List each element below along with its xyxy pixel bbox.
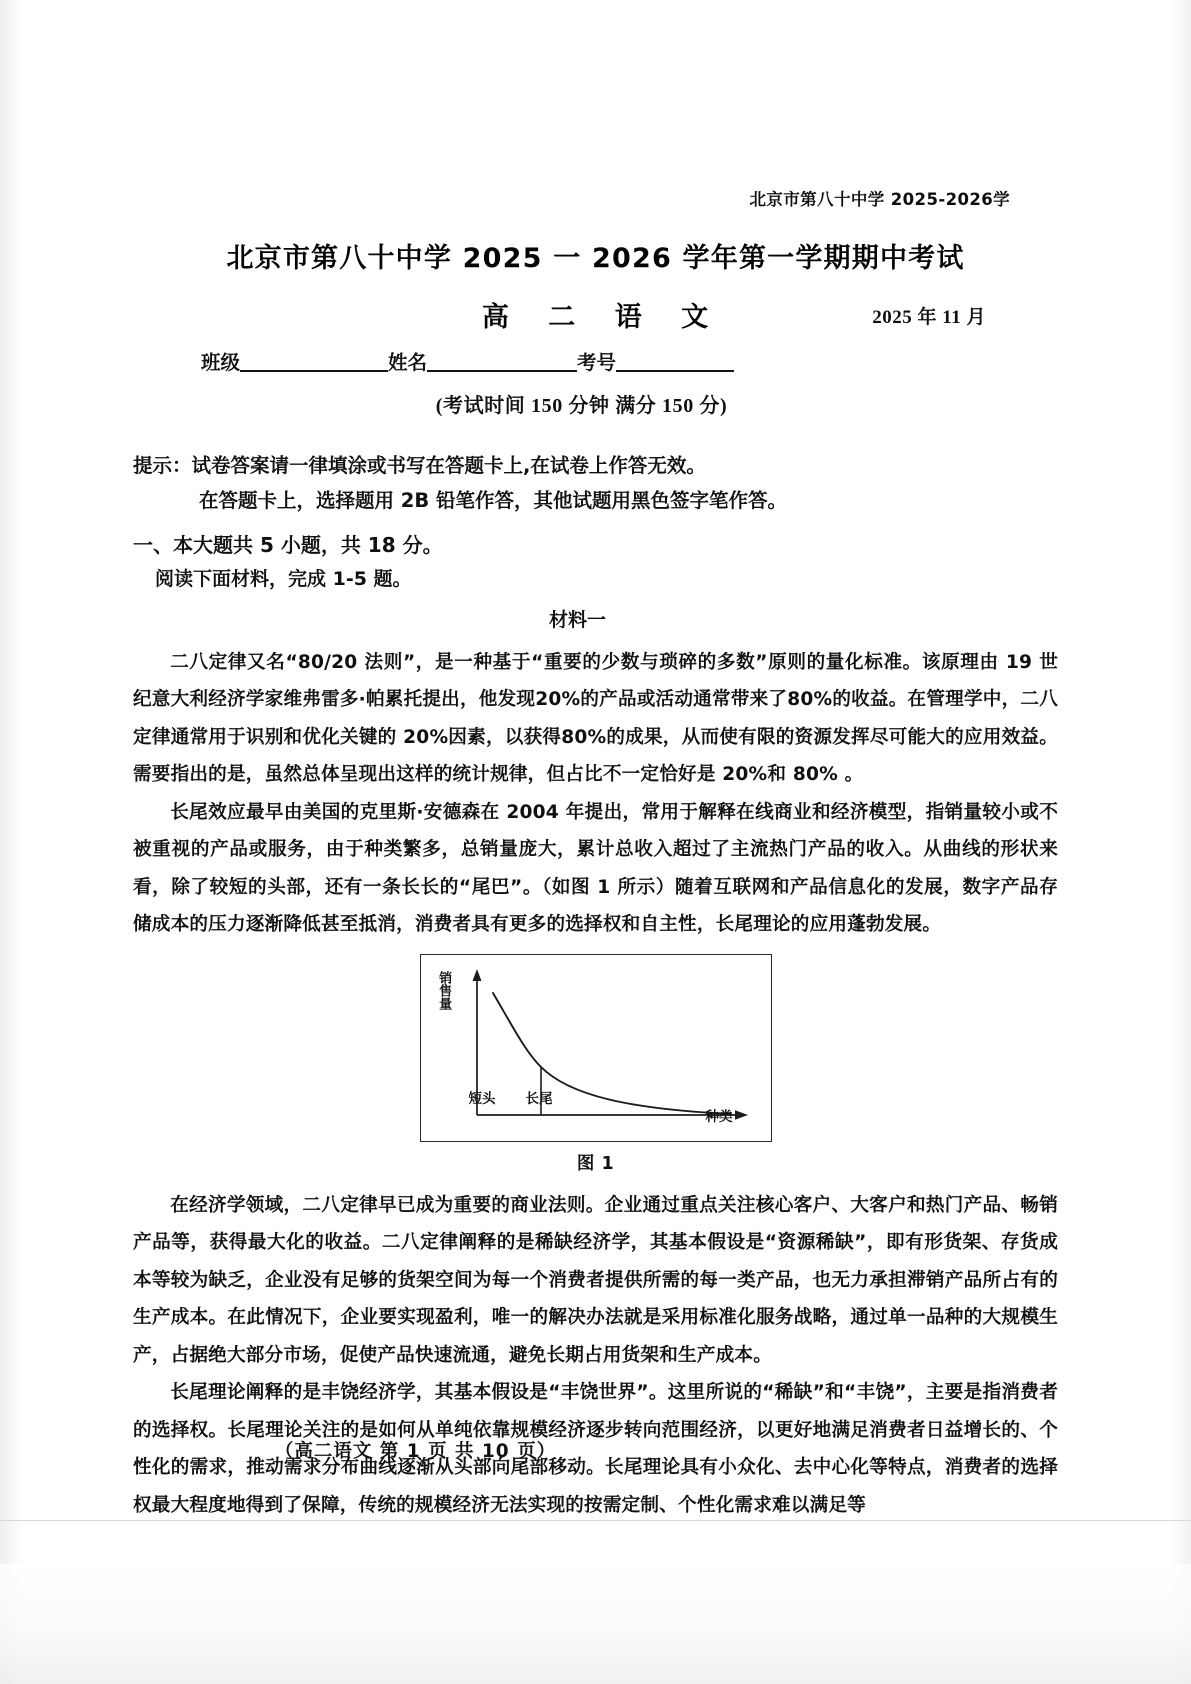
paragraph: 长尾效应最早由美国的克里斯·安德森在 2004 年提出，常用于解释在线商业和经济模型，指销量较小或不被重视的产品或服务，由于种类繁多，总销量庞大，累计总收入超过了主流热门产品的收入。从曲线的形状来看，除了较短的头部，还有一条长长的“尾巴”。（如图 1 所示）随着互联网和产品信息化的发展，数字产品存储成本的压力逐渐降低甚至抵消，消费者具有更多的选择权和自主性，长尾理论的应用蓬勃发展。: [133, 801, 1058, 936]
paragraph: 在经济学领域，二八定律早已成为重要的商业法则。企业通过重点关注核心客户、大客户和热门产品、畅销产品等，获得最大化的收益。二八定律阐释的是稀缺经济学，其基本假设是“资源稀缺”，即有形货架、存货成本等较为缺乏，企业没有足够的货架空间为每一个消费者提供所需的每一类产品，也无力承担滞销产品所占有的生产成本。在此情况下，企业要实现盈利，唯一的解决办法就是采用标准化服务战略，通过单一品种的大规模生产，占据绝大部分市场，促使产品快速流通，避免长期占用货架和生产成本。: [133, 1194, 1058, 1366]
page-content: [133, 0, 1058, 1524]
exam-date: 2025 年 11 月: [872, 307, 986, 328]
subject-name: 高 二 语 文: [481, 302, 724, 333]
y-axis-arrowhead: [472, 969, 481, 981]
segment-label-short-head: 短头: [468, 1090, 496, 1107]
exam-number-input-blank[interactable]: [616, 370, 734, 372]
y-axis-label: 销售量: [436, 970, 452, 1010]
section-heading: 一、本大题共 5 小题，共 18 分。: [133, 532, 443, 557]
scan-edge-right: [1169, 0, 1191, 1684]
name-label: 姓名: [388, 351, 428, 374]
notice-line-1: [133, 448, 1058, 483]
exam-number-label: 考号: [577, 351, 617, 374]
time-and-score: (考试时间 150 分钟 满分 150 分): [435, 395, 728, 417]
running-head: 北京市第八十中学 2025-2026学: [749, 190, 1010, 209]
paragraph: 长尾理论阐释的是丰饶经济学，其基本假设是“丰饶世界”。这里所说的“稀缺”和“丰饶”，主要是指消费者的选择权。长尾理论关注的是如何从单纯依靠规模经济逐步转向范围经济，以更好地满足消费者日益增长的、个性化的需求，推动需求分布曲线逐渐从头部向尾部移动。长尾理论具有小众化、去中心化等特点，消费者的选择权最大程度地得到了保障，传统的规模经济无法实现的按需定制、个性化需求难以满足等: [133, 1382, 1058, 1516]
notice-line-2: 在答题卡上，选择题用 2B 铅笔作答，其他试题用黑色签字笔作答。: [199, 489, 788, 513]
x-axis-label: 种类: [705, 1108, 733, 1125]
figure-caption: 图 1: [576, 1153, 615, 1174]
scan-edge-left: [0, 0, 26, 1684]
segment-label-long-tail: 长尾: [525, 1090, 553, 1107]
notice-prefix: 提示：: [133, 454, 192, 477]
page-footer: （高二语文 第 1 页 共 10 页）: [274, 1441, 557, 1462]
scan-edge-bottom: [0, 1564, 1191, 1684]
class-input-blank[interactable]: [240, 370, 388, 372]
material-label: 材料一: [548, 608, 606, 631]
notice-text-1: 试卷答案请一律填涂或书写在答题卡上,在试卷上作答无效。: [191, 454, 706, 477]
page-title: 北京市第八十中学 2025 一 2026 学年第一学期期中考试: [226, 243, 965, 274]
name-input-blank[interactable]: [427, 370, 577, 372]
class-label: 班级: [201, 351, 241, 374]
student-id-row: [133, 347, 1058, 375]
x-axis-arrowhead: [735, 1110, 748, 1119]
figure-frame: [420, 954, 772, 1142]
paragraph: 二八定律又名“80/20 法则”，是一种基于“重要的少数与琐碎的多数”原则的量化标准。该原理由 19 世纪意大利经济学家维弗雷多·帕累托提出，他发现20%的产品或活动通常带来了80%的收益。在管理学中，二八定律通常用于识别和优化关键的 20%因素，以获得80%的成果，从而使有限的资源发挥尽可能大的应用效益。需要指出的是，虽然总体呈现出这样的统计规律，但占比不一定恰好是 20%和 80% 。: [133, 651, 1058, 786]
subject-row: [133, 295, 1058, 331]
notice-block: [133, 448, 1058, 519]
figure-long-tail: [133, 954, 1058, 1175]
reading-instruction: 阅读下面材料，完成 1-5 题。: [155, 567, 412, 590]
